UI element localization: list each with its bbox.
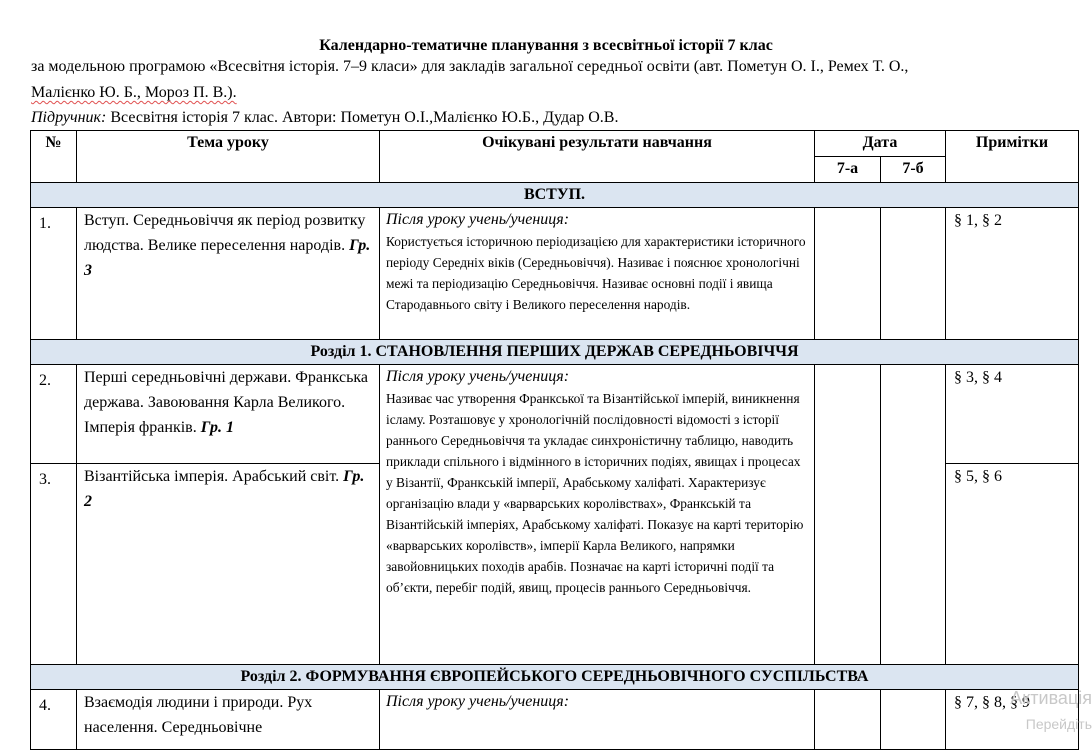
row-num: 2. <box>31 365 77 464</box>
row-note: § 5, § 6 <box>946 464 1079 665</box>
row-group: Гр. 1 <box>200 419 234 436</box>
table-row <box>31 208 1079 340</box>
activation-watermark: Активація <box>1010 688 1092 708</box>
row-note: § 7, § 8, § 9 <box>946 690 1079 750</box>
row-group: Гр. 3 <box>84 237 371 279</box>
program-line-2 <box>31 84 237 102</box>
row-results <box>380 208 815 340</box>
activation-watermark-hint: Перейдіть <box>1025 716 1092 732</box>
textbook-line <box>31 109 618 127</box>
program-line-2-text: Малієнко Ю. Б., Мороз П. В.). <box>31 84 237 101</box>
section-title: ВСТУП. <box>31 183 1079 208</box>
row-num: 4. <box>31 690 77 750</box>
section-row <box>31 340 1079 365</box>
program-line-1-text: за модельною програмою «Всесвітня історія. 7–9 класи» для закладів загальної середньої освіти (авт. Пометун О. І., Ремех Т. О., <box>31 58 909 75</box>
textbook-label: Підручник: <box>31 109 107 126</box>
table-row <box>31 365 1079 464</box>
header-results: Очікувані результати навчання <box>380 131 815 183</box>
header-num: № <box>31 131 77 183</box>
row-results <box>380 690 815 750</box>
date-7a-cell <box>815 365 881 665</box>
row-note: § 3, § 4 <box>946 365 1079 464</box>
lesson-plan-table <box>30 130 1079 750</box>
row-group: Гр. 2 <box>84 468 365 510</box>
row-topic <box>77 690 380 750</box>
row-num: 3. <box>31 464 77 665</box>
date-7a-cell <box>815 690 881 750</box>
row-results <box>380 365 815 665</box>
row-note: § 1, § 2 <box>946 208 1079 340</box>
header-topic: Тема уроку <box>77 131 380 183</box>
row-topic-text: Вступ. Середньовіччя як період розвитку людства. Велике переселення народів. <box>84 212 366 254</box>
results-desc: Користується історичною періодизацією для характеристики історичного періоду Середніх віків (Середньовіччя). Називає і пояснює хронологічні межі та періодизацію Середньовіччя. Називає основні події і явища Стародавнього світу і Великого переселення народів. <box>386 234 806 312</box>
section-row <box>31 665 1079 690</box>
header-date-7b: 7-б <box>881 157 946 183</box>
section-row <box>31 183 1079 208</box>
document-title: Календарно-тематичне планування з всесвітньої історії 7 клас <box>319 37 773 54</box>
results-lead: Після уроку учень/учениця: <box>386 211 570 228</box>
row-topic <box>77 464 380 665</box>
header-date-7a: 7-а <box>815 157 881 183</box>
table-row <box>31 690 1079 750</box>
results-desc: Називає час утворення Франкської та Візантійської імперій, виникнення ісламу. Розташовує у хронологічній послідовності відомості з історії раннього Середньовіччя та укладає синхроністичну таблицю, наводить приклади спільного і відмінного в історичних подіях, явищах і процесах у Візантії, Франкській імперії, Арабському халіфаті. Характеризує організацію влади у «варварських королівствах», Франкській та Візантійській імперіях, Арабському халіфаті. Показує на карті територію «варварських королівств», імперії Карла Великого, напрямки завойовницьких походів арабів. Позначає на карті історичні події та об’єкти, перебіг подій, явищ, процесів раннього Середньовіччя. <box>386 391 804 595</box>
row-topic-text: Взаємодія людини і природи. Рух населення. Середньовічне <box>84 694 313 736</box>
row-topic <box>77 365 380 464</box>
results-lead: Після уроку учень/учениця: <box>386 693 570 710</box>
date-7b-cell <box>881 365 946 665</box>
section-title: Розділ 2. ФОРМУВАННЯ ЄВРОПЕЙСЬКОГО СЕРЕДНЬОВІЧНОГО СУСПІЛЬСТВА <box>31 665 1079 690</box>
date-7b-cell <box>881 690 946 750</box>
program-line-1 <box>31 58 908 76</box>
date-7b-cell <box>881 208 946 340</box>
table-header-row <box>31 131 1079 157</box>
textbook-text: Всесвітня історія 7 клас. Автори: Пометун О.І.,Малієнко Ю.Б., Дудар О.В. <box>110 109 619 126</box>
header-notes: Примітки <box>946 131 1079 183</box>
row-topic <box>77 208 380 340</box>
row-topic-text: Візантійська імперія. Арабський світ. <box>84 468 340 485</box>
row-topic-text: Перші середньовічні держави. Франкська держава. Завоювання Карла Великого. Імперія франків. <box>84 369 368 436</box>
header-date: Дата <box>815 131 946 157</box>
results-lead: Після уроку учень/учениця: <box>386 368 570 385</box>
row-num: 1. <box>31 208 77 340</box>
section-title: Розділ 1. СТАНОВЛЕННЯ ПЕРШИХ ДЕРЖАВ СЕРЕДНЬОВІЧЧЯ <box>31 340 1079 365</box>
date-7a-cell <box>815 208 881 340</box>
